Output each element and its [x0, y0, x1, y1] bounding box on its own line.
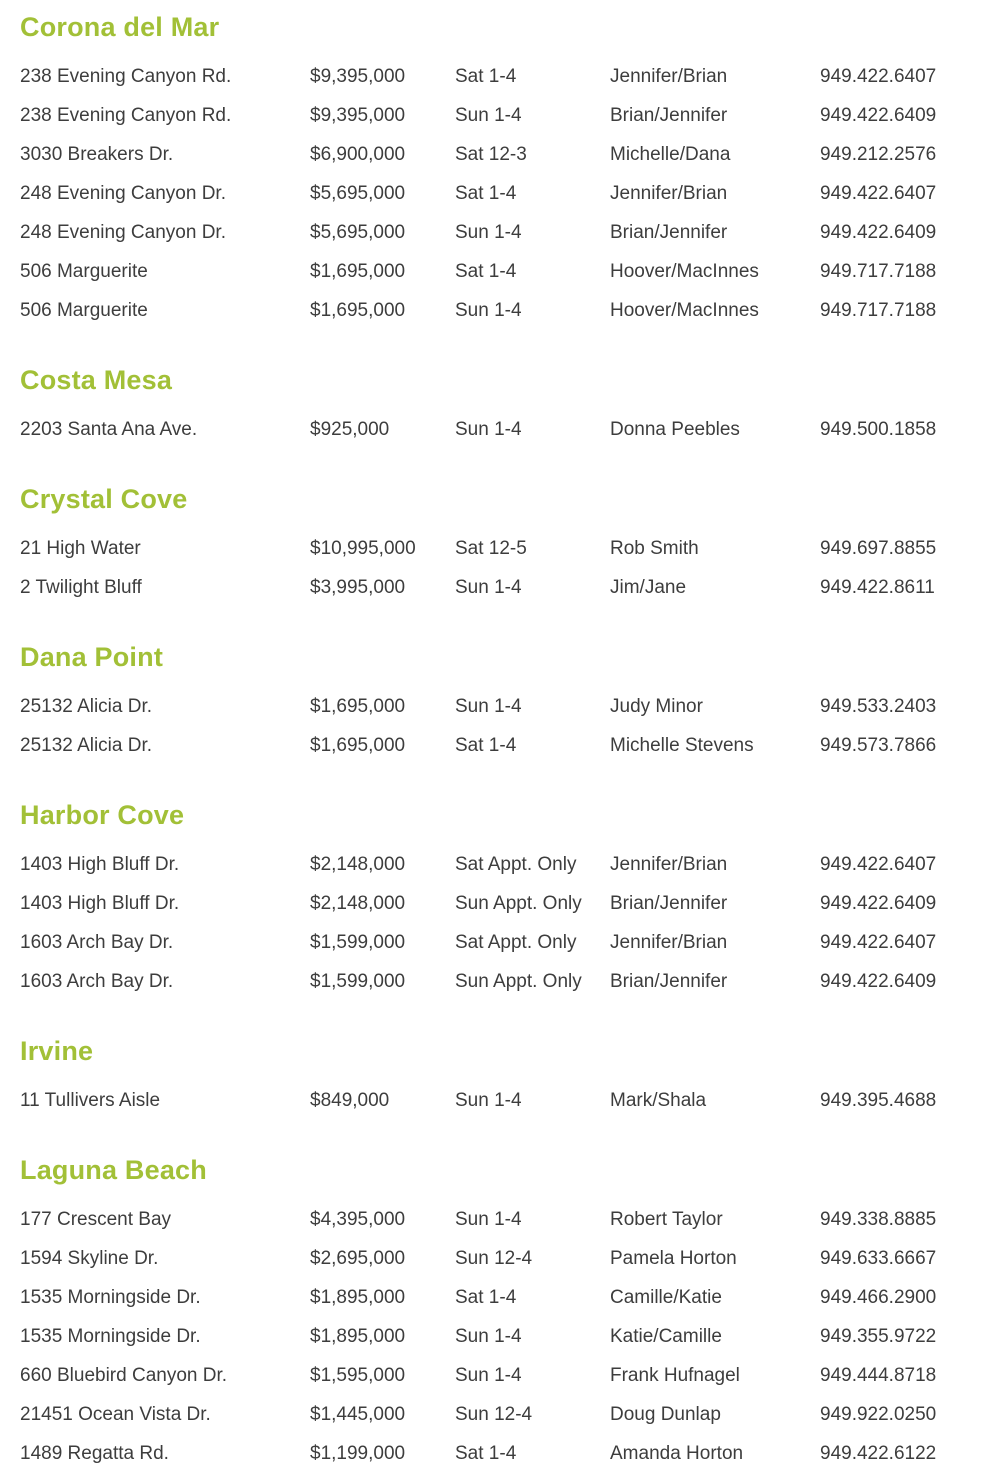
listing-address: 1535 Morningside Dr.: [20, 1287, 201, 1308]
listing-day-time: Sun 1-4: [455, 105, 522, 126]
listing-day-time: Sun 12-4: [455, 1404, 533, 1425]
table-row: [20, 96, 982, 135]
listing-address: 506 Marguerite: [20, 261, 148, 282]
listing-day-time: Sat 12-5: [455, 538, 527, 559]
listing-price: $1,695,000: [310, 261, 406, 282]
listing-phone: 949.633.6667: [820, 1248, 937, 1269]
city-heading: Costa Mesa: [20, 365, 173, 395]
listing-address: 506 Marguerite: [20, 300, 148, 321]
listing-agent: Brian/Jennifer: [610, 893, 728, 914]
table-row: [20, 174, 982, 213]
city-section: [20, 798, 982, 1001]
listing-phone: 949.422.8611: [820, 577, 935, 598]
listing-day-time: Sun Appt. Only: [455, 893, 582, 914]
listing-agent: Brian/Jennifer: [610, 105, 728, 126]
listing-day-time: Sat 1-4: [455, 735, 517, 756]
table-row: [20, 529, 982, 568]
listing-price: $3,995,000: [310, 577, 406, 598]
listing-phone: 949.355.9722: [820, 1326, 937, 1347]
listing-price: $1,445,000: [310, 1404, 406, 1425]
listing-address: 2203 Santa Ana Ave.: [20, 419, 198, 440]
listing-price: $1,695,000: [310, 300, 406, 321]
listing-price: $10,995,000: [310, 538, 416, 559]
listing-day-time: Sun 1-4: [455, 1209, 522, 1230]
listing-day-time: Sun 1-4: [455, 1090, 522, 1111]
listing-address: 238 Evening Canyon Rd.: [20, 66, 232, 87]
listing-price: $1,595,000: [310, 1365, 406, 1386]
listing-phone: 949.466.2900: [820, 1287, 937, 1308]
listing-day-time: Sun Appt. Only: [455, 971, 582, 992]
listing-phone: 949.338.8885: [820, 1209, 937, 1230]
listing-price: $4,395,000: [310, 1209, 406, 1230]
city-heading: Irvine: [20, 1036, 94, 1066]
listing-phone: 949.422.6409: [820, 971, 937, 992]
city-section: [20, 10, 982, 330]
listing-address: 21 High Water: [20, 538, 141, 559]
listing-day-time: Sun 1-4: [455, 300, 522, 321]
listing-address: 1489 Regatta Rd.: [20, 1443, 169, 1464]
listing-agent: Pamela Horton: [610, 1248, 737, 1269]
listing-agent: Rob Smith: [610, 538, 699, 559]
listing-address: 1594 Skyline Dr.: [20, 1248, 159, 1269]
city-section: [20, 482, 982, 607]
listing-address: 1403 High Bluff Dr.: [20, 893, 180, 914]
listing-price: $1,695,000: [310, 696, 406, 717]
listing-agent: Mark/Shala: [610, 1090, 707, 1111]
listing-agent: Hoover/MacInnes: [610, 300, 759, 321]
listing-price: $849,000: [310, 1090, 390, 1111]
table-row: [20, 1200, 982, 1239]
listing-phone: 949.422.6409: [820, 105, 937, 126]
city-heading: Laguna Beach: [20, 1155, 207, 1185]
listing-price: $1,895,000: [310, 1326, 406, 1347]
listing-day-time: Sun 1-4: [455, 1365, 522, 1386]
listing-address: 1535 Morningside Dr.: [20, 1326, 201, 1347]
table-row: [20, 962, 982, 1001]
table-row: [20, 1278, 982, 1317]
table-row: [20, 884, 982, 923]
table-row: [20, 1081, 982, 1120]
city-heading: Harbor Cove: [20, 800, 185, 830]
listing-day-time: Sun 1-4: [455, 419, 522, 440]
listing-day-time: Sat 1-4: [455, 66, 517, 87]
listing-phone: 949.422.6409: [820, 222, 937, 243]
listing-phone: 949.717.7188: [820, 300, 937, 321]
listing-phone: 949.697.8855: [820, 538, 937, 559]
listing-phone: 949.500.1858: [820, 419, 937, 440]
listing-day-time: Sat 1-4: [455, 1287, 517, 1308]
listing-agent: Jim/Jane: [610, 577, 687, 598]
listing-address: 11 Tullivers Aisle: [20, 1090, 161, 1111]
open-house-list: [20, 10, 982, 1473]
listing-phone: 949.533.2403: [820, 696, 937, 717]
listing-day-time: Sat 12-3: [455, 144, 527, 165]
table-row: [20, 252, 982, 291]
city-heading: Crystal Cove: [20, 484, 188, 514]
listing-agent: Jennifer/Brian: [610, 66, 728, 87]
listing-phone: 949.422.6407: [820, 183, 937, 204]
listing-day-time: Sat 1-4: [455, 261, 517, 282]
listing-address: 2 Twilight Bluff: [20, 577, 142, 598]
listing-phone: 949.212.2576: [820, 144, 937, 165]
listing-day-time: Sun 1-4: [455, 577, 522, 598]
listing-agent: Brian/Jennifer: [610, 222, 728, 243]
table-row: [20, 57, 982, 96]
listing-day-time: Sun 1-4: [455, 1326, 522, 1347]
listing-agent: Donna Peebles: [610, 419, 740, 440]
listing-price: $1,599,000: [310, 932, 406, 953]
listing-price: $9,395,000: [310, 66, 406, 87]
listing-address: 1603 Arch Bay Dr.: [20, 932, 174, 953]
table-row: [20, 1395, 982, 1434]
listing-day-time: Sat Appt. Only: [455, 932, 577, 953]
listing-agent: Camille/Katie: [610, 1287, 722, 1308]
listing-agent: Michelle/Dana: [610, 144, 731, 165]
listing-address: 660 Bluebird Canyon Dr.: [20, 1365, 228, 1386]
table-row: [20, 213, 982, 252]
listing-price: $2,148,000: [310, 854, 406, 875]
listing-address: 248 Evening Canyon Dr.: [20, 222, 226, 243]
listing-agent: Doug Dunlap: [610, 1404, 721, 1425]
table-row: [20, 1317, 982, 1356]
listing-phone: 949.422.6407: [820, 854, 937, 875]
table-row: [20, 726, 982, 765]
listing-address: 177 Crescent Bay: [20, 1209, 172, 1230]
listing-price: $1,895,000: [310, 1287, 406, 1308]
city-section: [20, 640, 982, 765]
table-row: [20, 291, 982, 330]
listing-agent: Jennifer/Brian: [610, 854, 728, 875]
listing-price: $5,695,000: [310, 183, 406, 204]
table-row: [20, 1356, 982, 1395]
listing-phone: 949.422.6407: [820, 66, 937, 87]
listing-phone: 949.444.8718: [820, 1365, 937, 1386]
listing-agent: Jennifer/Brian: [610, 183, 728, 204]
listing-price: $9,395,000: [310, 105, 406, 126]
city-heading: Dana Point: [20, 642, 164, 672]
listing-price: $1,695,000: [310, 735, 406, 756]
city-section: [20, 1153, 982, 1473]
listing-day-time: Sat 1-4: [455, 1443, 517, 1464]
listing-price: $5,695,000: [310, 222, 406, 243]
listing-day-time: Sat Appt. Only: [455, 854, 577, 875]
listing-address: 21451 Ocean Vista Dr.: [20, 1404, 211, 1425]
listing-day-time: Sun 12-4: [455, 1248, 533, 1269]
listing-day-time: Sun 1-4: [455, 222, 522, 243]
listing-price: $2,695,000: [310, 1248, 406, 1269]
listing-agent: Jennifer/Brian: [610, 932, 728, 953]
listing-phone: 949.922.0250: [820, 1404, 937, 1425]
table-row: [20, 845, 982, 884]
listing-agent: Brian/Jennifer: [610, 971, 728, 992]
listing-phone: 949.573.7866: [820, 735, 937, 756]
table-row: [20, 568, 982, 607]
listing-phone: 949.422.6122: [820, 1443, 937, 1464]
listing-phone: 949.422.6407: [820, 932, 937, 953]
listing-address: 3030 Breakers Dr.: [20, 144, 174, 165]
listing-address: 25132 Alicia Dr.: [20, 696, 153, 717]
table-row: [20, 1239, 982, 1278]
listing-address: 238 Evening Canyon Rd.: [20, 105, 232, 126]
city-section: [20, 363, 982, 449]
city-heading: Corona del Mar: [20, 12, 220, 42]
listing-agent: Frank Hufnagel: [610, 1365, 740, 1386]
table-row: [20, 410, 982, 449]
listing-address: 248 Evening Canyon Dr.: [20, 183, 226, 204]
listing-price: $925,000: [310, 419, 390, 440]
listing-agent: Judy Minor: [610, 696, 703, 717]
listing-day-time: Sat 1-4: [455, 183, 517, 204]
table-row: [20, 923, 982, 962]
listing-price: $1,199,000: [310, 1443, 406, 1464]
listing-price: $6,900,000: [310, 144, 406, 165]
listing-address: 1603 Arch Bay Dr.: [20, 971, 174, 992]
table-row: [20, 135, 982, 174]
listing-agent: Katie/Camille: [610, 1326, 722, 1347]
listing-phone: 949.395.4688: [820, 1090, 937, 1111]
listing-address: 25132 Alicia Dr.: [20, 735, 153, 756]
listing-agent: Robert Taylor: [610, 1209, 723, 1230]
listing-price: $1,599,000: [310, 971, 406, 992]
listing-day-time: Sun 1-4: [455, 696, 522, 717]
listing-agent: Hoover/MacInnes: [610, 261, 759, 282]
listing-phone: 949.422.6409: [820, 893, 937, 914]
table-row: [20, 687, 982, 726]
listing-address: 1403 High Bluff Dr.: [20, 854, 180, 875]
city-section: [20, 1034, 982, 1120]
listing-price: $2,148,000: [310, 893, 406, 914]
listing-agent: Michelle Stevens: [610, 735, 754, 756]
listing-phone: 949.717.7188: [820, 261, 937, 282]
listing-agent: Amanda Horton: [610, 1443, 744, 1464]
